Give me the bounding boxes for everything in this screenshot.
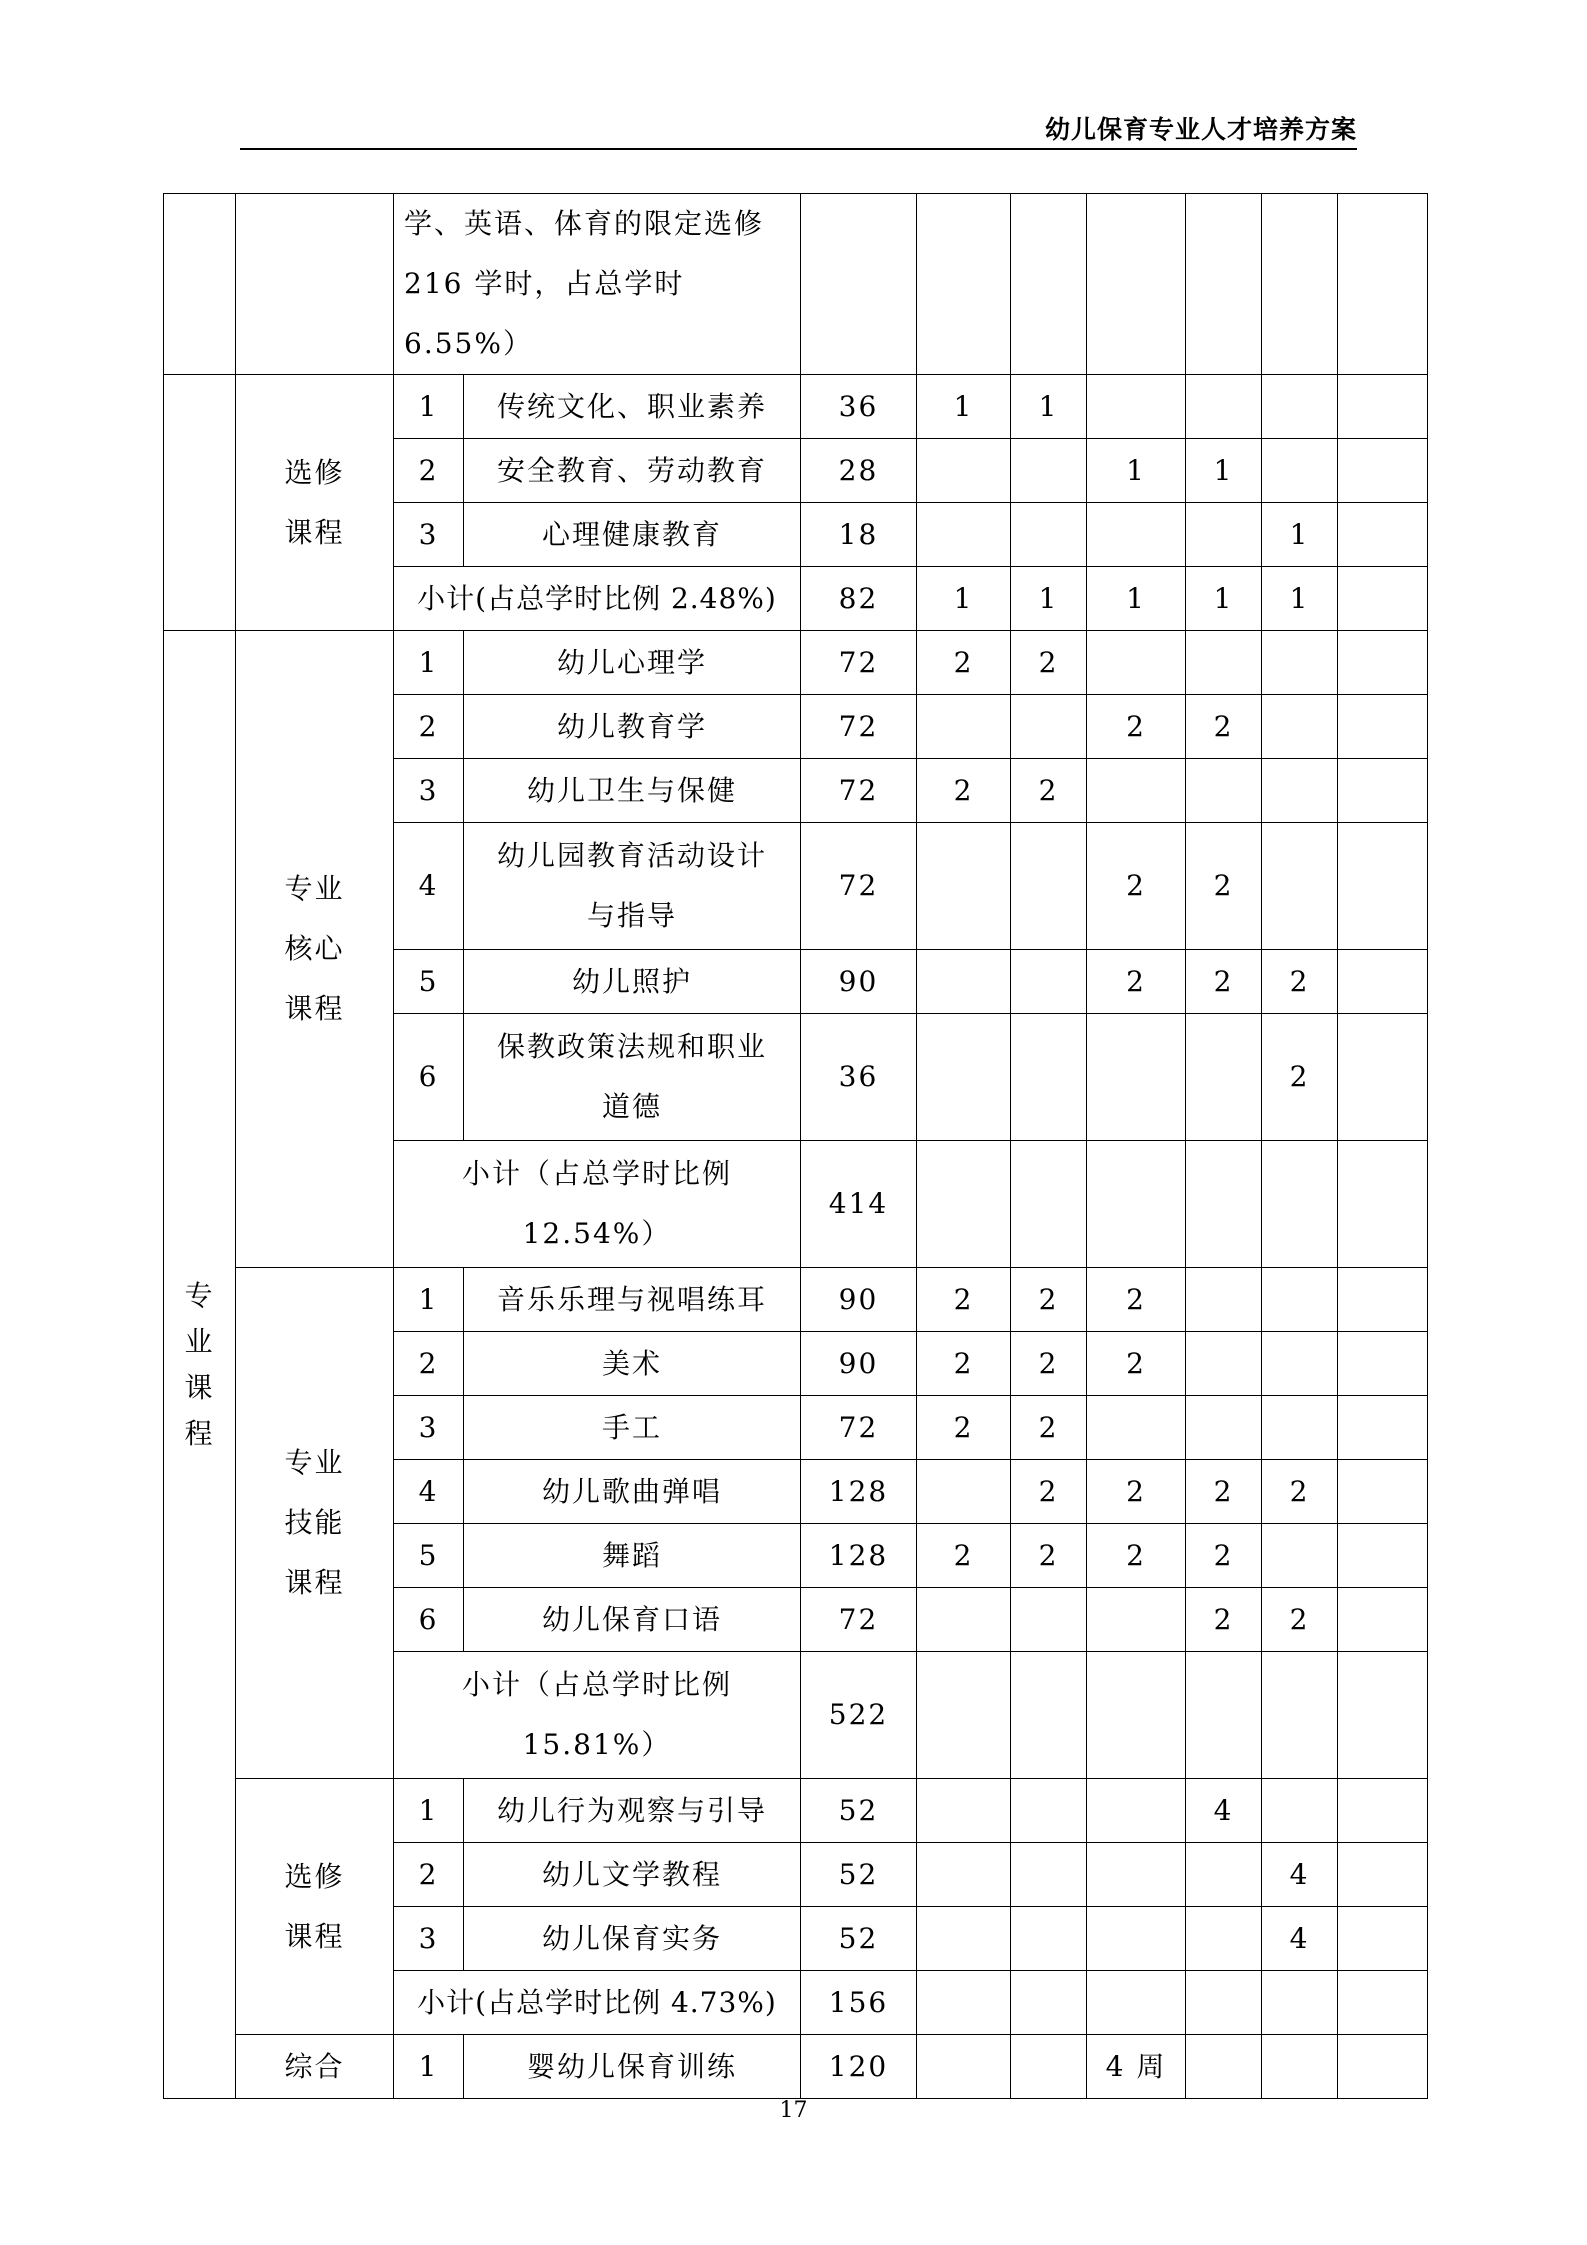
semester-cell — [1011, 950, 1087, 1014]
course-hours: 36 — [801, 1014, 917, 1141]
semester-cell — [1262, 1332, 1338, 1396]
empty-cell — [1186, 194, 1262, 375]
group-label-line: 选修 — [284, 455, 345, 489]
empty-cell — [236, 194, 394, 375]
course-name: 美术 — [464, 1332, 801, 1396]
table-row — [164, 375, 1428, 439]
empty-cell — [1011, 1652, 1087, 1779]
semester-cell — [1262, 823, 1338, 950]
empty-cell — [917, 1141, 1011, 1268]
course-hours: 72 — [801, 823, 917, 950]
empty-cell — [1338, 1652, 1428, 1779]
subtotal-label: 小计(占总学时比例 2.48%) — [394, 567, 801, 631]
course-name: 心理健康教育 — [464, 503, 801, 567]
semester-cell: 2 — [1011, 631, 1087, 695]
semester-cell — [1338, 823, 1428, 950]
course-name-line: 幼儿园教育活动设计 — [496, 839, 767, 872]
page-number: 17 — [779, 2098, 808, 2123]
group-label-core — [236, 631, 394, 1268]
course-name: 幼儿歌曲弹唱 — [464, 1460, 801, 1524]
semester-cell — [1262, 759, 1338, 823]
semester-cell — [1262, 1396, 1338, 1460]
semester-cell — [1087, 375, 1186, 439]
semester-cell — [1262, 1524, 1338, 1588]
group-label-line: 课程 — [284, 1566, 345, 1599]
course-name — [464, 1014, 801, 1141]
row-no: 1 — [394, 1779, 464, 1843]
empty-cell — [1186, 1141, 1262, 1268]
semester-cell — [1087, 631, 1186, 695]
major-label-char: 专 — [184, 1278, 215, 1312]
semester-cell — [1186, 1268, 1262, 1332]
subtotal-hours: 522 — [801, 1652, 917, 1779]
semester-cell — [1338, 1460, 1428, 1524]
semester-cell: 2 — [917, 631, 1011, 695]
empty-cell — [1186, 1971, 1262, 2035]
table-row — [164, 1268, 1428, 1332]
header-title: 幼儿保育专业人才培养方案 — [1044, 115, 1357, 144]
semester-cell — [1338, 2035, 1428, 2099]
semester-cell: 1 — [1087, 567, 1186, 631]
semester-cell — [1087, 1779, 1186, 1843]
semester-cell — [1087, 1843, 1186, 1907]
top-note-line: 学、英语、体育的限定选修 — [404, 207, 765, 240]
semester-cell: 2 — [917, 1524, 1011, 1588]
subtotal-line: 15.81%） — [522, 1728, 672, 1761]
major-label-char: 程 — [184, 1416, 215, 1450]
semester-cell: 1 — [1186, 439, 1262, 503]
group-label-comprehensive: 综合 — [236, 2035, 394, 2099]
empty-cell — [801, 194, 917, 375]
semester-cell: 2 — [1087, 1460, 1186, 1524]
course-name: 手工 — [464, 1396, 801, 1460]
empty-cell — [1262, 1652, 1338, 1779]
table-row — [164, 194, 1428, 375]
row-no: 1 — [394, 631, 464, 695]
semester-cell: 2 — [917, 1332, 1011, 1396]
major-label-char: 业 — [184, 1324, 215, 1358]
semester-cell: 2 — [1186, 1524, 1262, 1588]
course-hours: 18 — [801, 503, 917, 567]
semester-cell — [917, 1588, 1011, 1652]
row-no: 2 — [394, 1843, 464, 1907]
major-label-char: 课 — [184, 1370, 215, 1404]
semester-cell — [1338, 1588, 1428, 1652]
group-label-line: 专业 — [284, 872, 345, 905]
course-hours: 90 — [801, 1268, 917, 1332]
semester-cell — [1186, 375, 1262, 439]
semester-cell — [1338, 1268, 1428, 1332]
row-no: 2 — [394, 439, 464, 503]
course-name: 舞蹈 — [464, 1524, 801, 1588]
semester-cell — [1087, 503, 1186, 567]
row-no: 4 — [394, 823, 464, 950]
semester-cell: 2 — [1262, 1460, 1338, 1524]
semester-cell: 2 — [1087, 1268, 1186, 1332]
group-label-line: 技能 — [284, 1506, 345, 1539]
semester-cell — [1338, 1014, 1428, 1141]
course-table — [163, 193, 1428, 2099]
semester-cell — [1338, 1779, 1428, 1843]
row-no: 2 — [394, 1332, 464, 1396]
course-hours: 72 — [801, 1588, 917, 1652]
empty-cell — [1087, 194, 1186, 375]
semester-cell: 2 — [1262, 1588, 1338, 1652]
subtotal-hours: 156 — [801, 1971, 917, 2035]
row-no: 1 — [394, 2035, 464, 2099]
semester-cell — [1011, 439, 1087, 503]
row-no: 3 — [394, 503, 464, 567]
course-name-line: 保教政策法规和职业 — [496, 1030, 767, 1063]
course-hours: 128 — [801, 1460, 917, 1524]
subtotal-label — [394, 1141, 801, 1268]
semester-cell: 2 — [1087, 1524, 1186, 1588]
empty-cell — [1262, 194, 1338, 375]
semester-cell — [917, 439, 1011, 503]
empty-cell — [1011, 1971, 1087, 2035]
semester-cell: 1 — [917, 375, 1011, 439]
row-no: 3 — [394, 759, 464, 823]
row-no: 3 — [394, 1907, 464, 1971]
top-note-cell — [394, 194, 801, 375]
semester-cell: 2 — [1011, 1460, 1087, 1524]
empty-cell — [1262, 1141, 1338, 1268]
group-label-skill — [236, 1268, 394, 1779]
empty-cell — [1011, 194, 1087, 375]
semester-cell: 2 — [1087, 1332, 1186, 1396]
course-hours: 72 — [801, 695, 917, 759]
semester-cell: 2 — [1011, 1524, 1087, 1588]
subtotal-label — [394, 1652, 801, 1779]
semester-cell — [1338, 1332, 1428, 1396]
empty-cell — [1087, 1652, 1186, 1779]
empty-cell — [1087, 1971, 1186, 2035]
semester-cell — [1338, 503, 1428, 567]
semester-cell — [1186, 631, 1262, 695]
course-name: 幼儿照护 — [464, 950, 801, 1014]
empty-cell — [1087, 1141, 1186, 1268]
semester-cell — [1011, 1843, 1087, 1907]
semester-cell — [1087, 1588, 1186, 1652]
semester-cell — [917, 1843, 1011, 1907]
semester-cell — [1186, 2035, 1262, 2099]
row-no: 5 — [394, 1524, 464, 1588]
subtotal-line: 12.54%） — [522, 1217, 672, 1250]
group-label-major-elective — [236, 1779, 394, 2035]
semester-cell: 2 — [1011, 759, 1087, 823]
semester-cell — [917, 1014, 1011, 1141]
semester-cell — [917, 1460, 1011, 1524]
course-hours: 128 — [801, 1524, 917, 1588]
top-note-line: 216 学时，占总学时 6.55%） — [404, 267, 685, 360]
semester-cell — [1011, 823, 1087, 950]
semester-cell — [1338, 759, 1428, 823]
empty-cell — [1338, 1141, 1428, 1268]
semester-cell — [1186, 503, 1262, 567]
empty-cell — [1338, 194, 1428, 375]
course-name: 幼儿教育学 — [464, 695, 801, 759]
course-hours: 28 — [801, 439, 917, 503]
course-name — [464, 823, 801, 950]
semester-cell — [1262, 1268, 1338, 1332]
semester-cell — [1087, 759, 1186, 823]
semester-cell — [1087, 1014, 1186, 1141]
semester-cell: 2 — [917, 759, 1011, 823]
semester-cell: 1 — [1011, 375, 1087, 439]
subtotal-hours: 82 — [801, 567, 917, 631]
semester-cell — [917, 2035, 1011, 2099]
course-hours: 90 — [801, 1332, 917, 1396]
semester-cell: 4 — [1262, 1907, 1338, 1971]
semester-cell — [1338, 439, 1428, 503]
course-name: 幼儿心理学 — [464, 631, 801, 695]
semester-cell: 2 — [1262, 950, 1338, 1014]
semester-cell — [1087, 1907, 1186, 1971]
row-no: 6 — [394, 1014, 464, 1141]
semester-cell — [1262, 375, 1338, 439]
course-hours: 72 — [801, 1396, 917, 1460]
table-row — [164, 2035, 1428, 2099]
row-no: 5 — [394, 950, 464, 1014]
group-label-pub-elective — [236, 375, 394, 631]
major-courses-label — [164, 631, 236, 2099]
semester-cell — [1262, 1779, 1338, 1843]
subtotal-label: 小计(占总学时比例 4.73%) — [394, 1971, 801, 2035]
semester-cell — [1262, 695, 1338, 759]
subtotal-hours: 414 — [801, 1141, 917, 1268]
subtotal-line: 小计（占总学时比例 — [461, 1668, 732, 1701]
semester-cell: 2 — [1087, 950, 1186, 1014]
semester-cell: 4 — [1262, 1843, 1338, 1907]
course-name: 幼儿行为观察与引导 — [464, 1779, 801, 1843]
course-name: 幼儿保育口语 — [464, 1588, 801, 1652]
course-hours: 72 — [801, 759, 917, 823]
course-hours: 52 — [801, 1779, 917, 1843]
semester-cell — [1186, 1907, 1262, 1971]
empty-cell — [1186, 1652, 1262, 1779]
semester-cell: 1 — [1262, 503, 1338, 567]
semester-cell — [1338, 1907, 1428, 1971]
course-name: 婴幼儿保育训练 — [464, 2035, 801, 2099]
row-no: 6 — [394, 1588, 464, 1652]
row-no: 1 — [394, 375, 464, 439]
semester-cell — [1011, 1014, 1087, 1141]
semester-cell: 2 — [1011, 1396, 1087, 1460]
semester-cell: 2 — [1186, 1588, 1262, 1652]
course-name-line: 道德 — [601, 1090, 662, 1123]
empty-cell — [917, 1971, 1011, 2035]
course-hours: 120 — [801, 2035, 917, 2099]
empty-cell — [1011, 1141, 1087, 1268]
semester-cell: 4 周 — [1087, 2035, 1186, 2099]
semester-cell — [1186, 1014, 1262, 1141]
course-name: 幼儿卫生与保健 — [464, 759, 801, 823]
semester-cell — [1338, 631, 1428, 695]
semester-cell — [1338, 1396, 1428, 1460]
course-hours: 52 — [801, 1843, 917, 1907]
semester-cell — [917, 1779, 1011, 1843]
semester-cell — [1186, 1396, 1262, 1460]
semester-cell — [917, 823, 1011, 950]
semester-cell — [1011, 1907, 1087, 1971]
semester-cell — [1087, 1396, 1186, 1460]
row-no: 1 — [394, 1268, 464, 1332]
table-row — [164, 1779, 1428, 1843]
semester-cell: 2 — [917, 1396, 1011, 1460]
group-label-line: 核心 — [284, 932, 345, 965]
semester-cell: 2 — [1186, 1460, 1262, 1524]
group-label-line: 课程 — [284, 992, 345, 1025]
semester-cell — [1262, 2035, 1338, 2099]
subtotal-line: 小计（占总学时比例 — [461, 1157, 732, 1190]
semester-cell — [1338, 567, 1428, 631]
semester-cell — [1186, 1843, 1262, 1907]
semester-cell — [1262, 439, 1338, 503]
semester-cell — [917, 503, 1011, 567]
header-rule — [240, 148, 1357, 150]
semester-cell: 2 — [917, 1268, 1011, 1332]
semester-cell — [917, 695, 1011, 759]
semester-cell: 2 — [1087, 695, 1186, 759]
semester-cell — [1186, 759, 1262, 823]
empty-cell — [164, 375, 236, 631]
row-no: 2 — [394, 695, 464, 759]
semester-cell — [1011, 1588, 1087, 1652]
empty-cell — [1262, 1971, 1338, 2035]
course-name: 传统文化、职业素养 — [464, 375, 801, 439]
course-name: 幼儿保育实务 — [464, 1907, 801, 1971]
semester-cell — [1011, 1779, 1087, 1843]
empty-cell — [164, 194, 236, 375]
semester-cell — [917, 950, 1011, 1014]
row-no: 4 — [394, 1460, 464, 1524]
course-hours: 36 — [801, 375, 917, 439]
course-name: 音乐乐理与视唱练耳 — [464, 1268, 801, 1332]
table-row — [164, 631, 1428, 695]
semester-cell — [1338, 950, 1428, 1014]
group-label-line: 选修 — [284, 1859, 345, 1893]
course-hours: 72 — [801, 631, 917, 695]
empty-cell — [1338, 1971, 1428, 2035]
semester-cell: 2 — [1186, 823, 1262, 950]
course-hours: 52 — [801, 1907, 917, 1971]
course-name: 安全教育、劳动教育 — [464, 439, 801, 503]
semester-cell — [1262, 631, 1338, 695]
semester-cell: 2 — [1011, 1332, 1087, 1396]
semester-cell — [1011, 503, 1087, 567]
semester-cell — [1338, 695, 1428, 759]
semester-cell — [1186, 1332, 1262, 1396]
semester-cell — [1011, 2035, 1087, 2099]
semester-cell: 2 — [1011, 1268, 1087, 1332]
semester-cell: 1 — [1087, 439, 1186, 503]
semester-cell: 1 — [1262, 567, 1338, 631]
semester-cell: 1 — [917, 567, 1011, 631]
semester-cell — [917, 1907, 1011, 1971]
empty-cell — [917, 1652, 1011, 1779]
course-hours: 90 — [801, 950, 917, 1014]
semester-cell: 1 — [1186, 567, 1262, 631]
semester-cell — [1011, 695, 1087, 759]
semester-cell: 2 — [1262, 1014, 1338, 1141]
semester-cell: 2 — [1087, 823, 1186, 950]
semester-cell — [1338, 1843, 1428, 1907]
semester-cell: 2 — [1186, 950, 1262, 1014]
row-no: 3 — [394, 1396, 464, 1460]
course-name-line: 与指导 — [586, 899, 677, 932]
group-label-line: 课程 — [284, 1919, 345, 1953]
empty-cell — [917, 194, 1011, 375]
group-label-line: 课程 — [284, 515, 345, 549]
semester-cell: 2 — [1186, 695, 1262, 759]
course-name: 幼儿文学教程 — [464, 1843, 801, 1907]
semester-cell: 4 — [1186, 1779, 1262, 1843]
semester-cell: 1 — [1011, 567, 1087, 631]
semester-cell — [1338, 375, 1428, 439]
group-label-line: 专业 — [284, 1446, 345, 1479]
semester-cell — [1338, 1524, 1428, 1588]
